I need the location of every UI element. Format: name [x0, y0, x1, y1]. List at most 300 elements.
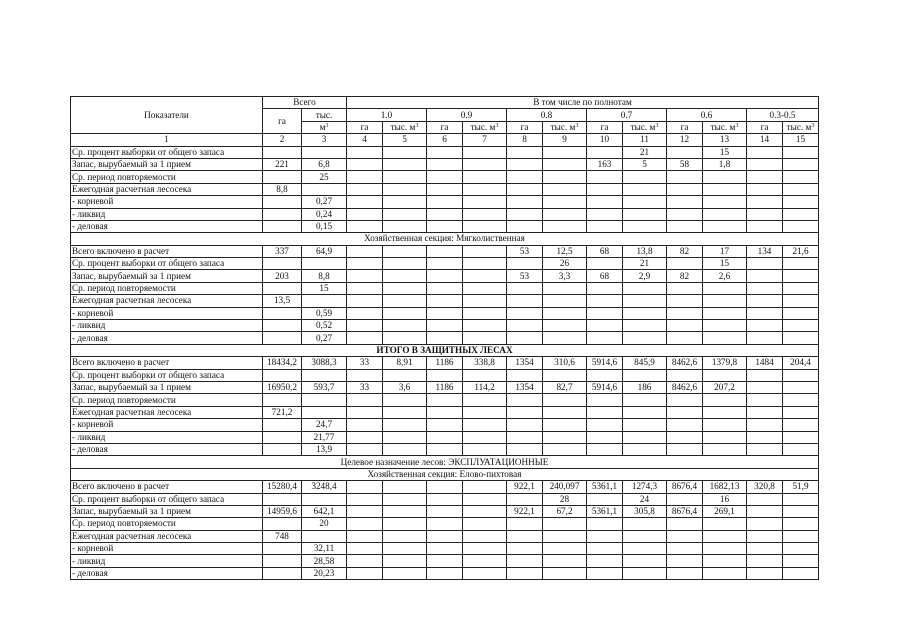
table-cell: [463, 258, 507, 270]
table-cell: [383, 320, 427, 332]
header-unit-ha: га: [427, 121, 463, 133]
table-cell: [507, 543, 543, 555]
table-cell: [587, 431, 623, 443]
table-cell: [667, 555, 703, 567]
table-cell: 68: [587, 245, 623, 257]
table-cell: [747, 369, 783, 381]
table-cell: [383, 258, 427, 270]
table-cell: [783, 381, 819, 393]
header-density: 0.7: [587, 109, 667, 121]
table-cell: [667, 183, 703, 195]
table-cell: [507, 369, 543, 381]
table-row: [71, 443, 819, 455]
table-cell: [263, 543, 302, 555]
table-cell: [703, 332, 747, 344]
table-cell: [427, 295, 463, 307]
table-cell: [747, 146, 783, 158]
column-number: 11: [623, 134, 667, 146]
table-cell: [427, 419, 463, 431]
header-total-ha: га: [263, 109, 302, 134]
table-cell: [747, 493, 783, 505]
row-label: Ср. процент выборки от общего запаса: [71, 258, 263, 270]
table-cell: [587, 320, 623, 332]
header-unit-thous-m3: тыс. $м^3$: [543, 121, 587, 133]
table-cell: [543, 146, 587, 158]
table-cell: [463, 543, 507, 555]
header-indicators: Показатели: [71, 97, 263, 134]
table-cell: [543, 320, 587, 332]
table-cell: [747, 543, 783, 555]
table-cell: [543, 518, 587, 530]
table-cell: [747, 530, 783, 542]
table-cell: 21: [623, 146, 667, 158]
table-cell: [347, 443, 383, 455]
table-cell: [383, 208, 427, 220]
table-cell: 20,23: [302, 567, 347, 579]
table-cell: 67,2: [543, 505, 587, 517]
table-cell: [463, 505, 507, 517]
table-cell: [667, 208, 703, 220]
table-cell: [623, 307, 667, 319]
table-cell: 310,6: [543, 357, 587, 369]
table-cell: [667, 567, 703, 579]
column-number: 13: [703, 134, 747, 146]
table-cell: [543, 431, 587, 443]
table-cell: [783, 394, 819, 406]
table-cell: [543, 307, 587, 319]
row-label: Ср. период повторяемости: [71, 171, 263, 183]
table-cell: [383, 146, 427, 158]
table-cell: 5914,6: [587, 381, 623, 393]
table-cell: [463, 394, 507, 406]
table-cell: [463, 208, 507, 220]
row-label: - ликвид: [71, 320, 263, 332]
table-cell: 8,8: [302, 270, 347, 282]
table-cell: [783, 208, 819, 220]
section-row: [71, 456, 819, 468]
table-cell: 748: [263, 530, 302, 542]
column-number: 9: [543, 134, 587, 146]
table-cell: [747, 443, 783, 455]
table-cell: [263, 171, 302, 183]
table-cell: [747, 431, 783, 443]
table-cell: [383, 555, 427, 567]
table-cell: 134: [747, 245, 783, 257]
table-cell: 5361,1: [587, 505, 623, 517]
table-cell: 64,9: [302, 245, 347, 257]
table-cell: [747, 518, 783, 530]
table-cell: [427, 282, 463, 294]
table-cell: [703, 443, 747, 455]
table-cell: [587, 295, 623, 307]
table-cell: [587, 307, 623, 319]
table-cell: [587, 493, 623, 505]
table-cell: [383, 307, 427, 319]
table-cell: [507, 419, 543, 431]
table-cell: [427, 171, 463, 183]
table-cell: [667, 307, 703, 319]
table-cell: [667, 431, 703, 443]
table-cell: [703, 530, 747, 542]
table-cell: [507, 158, 543, 170]
table-row: [71, 357, 819, 369]
table-cell: [587, 196, 623, 208]
table-row: [71, 158, 819, 170]
table-cell: [507, 295, 543, 307]
table-body: [71, 146, 819, 580]
table-row: [71, 208, 819, 220]
table-row: [71, 220, 819, 232]
table-cell: [783, 431, 819, 443]
table-cell: [427, 183, 463, 195]
table-cell: [543, 406, 587, 418]
table-cell: 58: [667, 158, 703, 170]
table-cell: [383, 332, 427, 344]
table-cell: 68: [587, 270, 623, 282]
table-cell: [747, 158, 783, 170]
table-cell: [463, 295, 507, 307]
table-cell: 18434,2: [263, 357, 302, 369]
row-label: Запас, вырубаемый за 1 прием: [71, 505, 263, 517]
table-cell: 13,9: [302, 443, 347, 455]
table-cell: [543, 567, 587, 579]
table-cell: [587, 518, 623, 530]
table-cell: [543, 369, 587, 381]
table-cell: [667, 171, 703, 183]
table-cell: 21,6: [783, 245, 819, 257]
table-row: [71, 245, 819, 257]
table-cell: [347, 245, 383, 257]
table-cell: 0,15: [302, 220, 347, 232]
table-cell: [463, 567, 507, 579]
header-unit-thous-m3: тыс. $м^3$: [383, 121, 427, 133]
table-cell: 0,52: [302, 320, 347, 332]
table-cell: [302, 183, 347, 195]
table-cell: [783, 369, 819, 381]
table-row: [71, 481, 819, 493]
table-row: [71, 171, 819, 183]
table-cell: [347, 146, 383, 158]
header-density: 1.0: [347, 109, 427, 121]
table-cell: 3,6: [383, 381, 427, 393]
table-cell: [263, 555, 302, 567]
table-cell: [623, 220, 667, 232]
table-cell: [302, 258, 347, 270]
table-cell: [623, 282, 667, 294]
table-cell: [383, 183, 427, 195]
table-cell: [347, 208, 383, 220]
table-cell: [347, 505, 383, 517]
table-cell: [703, 196, 747, 208]
table-cell: [623, 431, 667, 443]
table-cell: [667, 295, 703, 307]
table-cell: [263, 307, 302, 319]
table-cell: [263, 394, 302, 406]
table-cell: 0,27: [302, 196, 347, 208]
table-cell: [783, 307, 819, 319]
table-cell: 3,3: [543, 270, 587, 282]
table-cell: [667, 282, 703, 294]
table-cell: 1,8: [703, 158, 747, 170]
table-cell: [347, 270, 383, 282]
table-cell: 15280,4: [263, 481, 302, 493]
table-cell: [507, 171, 543, 183]
table-cell: [463, 158, 507, 170]
table-cell: 1379,8: [703, 357, 747, 369]
table-cell: [507, 518, 543, 530]
table-cell: 203: [263, 270, 302, 282]
table-cell: [383, 481, 427, 493]
table-cell: 8676,4: [667, 505, 703, 517]
table-cell: [302, 406, 347, 418]
row-label: Ср. период повторяемости: [71, 282, 263, 294]
table-cell: [427, 270, 463, 282]
table-cell: [427, 493, 463, 505]
table-cell: [703, 518, 747, 530]
header-by-density: В том числе по полнотам: [347, 97, 819, 109]
table-cell: [623, 320, 667, 332]
table-cell: [587, 146, 623, 158]
table-cell: [543, 543, 587, 555]
table-cell: [463, 406, 507, 418]
table-cell: [623, 369, 667, 381]
table-cell: [347, 183, 383, 195]
header-unit-thous-m3: тыс. $м^3$: [703, 121, 747, 133]
table-cell: 14959,6: [263, 505, 302, 517]
table-cell: [623, 332, 667, 344]
table-cell: [587, 443, 623, 455]
table-cell: [463, 369, 507, 381]
table-cell: 114,2: [463, 381, 507, 393]
column-number: 6: [427, 134, 463, 146]
table-cell: [427, 369, 463, 381]
table-cell: [507, 332, 543, 344]
table-cell: [587, 183, 623, 195]
table-cell: [383, 158, 427, 170]
table-cell: 16: [703, 493, 747, 505]
row-label: Всего включено в расчет: [71, 357, 263, 369]
table-cell: [783, 320, 819, 332]
table-cell: [703, 369, 747, 381]
table-cell: [667, 530, 703, 542]
table-cell: [347, 295, 383, 307]
table-row: [71, 307, 819, 319]
table-cell: 207,2: [703, 381, 747, 393]
table-cell: [507, 208, 543, 220]
table-cell: 305,8: [623, 505, 667, 517]
row-label: Ежегодная расчетная лесосека: [71, 183, 263, 195]
column-number: 5: [383, 134, 427, 146]
table-cell: [347, 282, 383, 294]
table-cell: 15: [703, 146, 747, 158]
table-cell: [507, 493, 543, 505]
table-cell: [703, 282, 747, 294]
table-cell: [783, 567, 819, 579]
table-cell: [747, 567, 783, 579]
table-cell: [747, 171, 783, 183]
table-cell: [747, 332, 783, 344]
table-cell: [347, 320, 383, 332]
table-cell: 0,27: [302, 332, 347, 344]
table-cell: [623, 443, 667, 455]
header-unit-ha: га: [747, 121, 783, 133]
table-cell: [783, 505, 819, 517]
table-cell: [263, 320, 302, 332]
table-cell: [543, 220, 587, 232]
table-cell: [543, 208, 587, 220]
row-label: Ежегодная расчетная лесосека: [71, 295, 263, 307]
table-cell: [747, 183, 783, 195]
table-cell: 186: [623, 381, 667, 393]
table-cell: [463, 431, 507, 443]
table-cell: [587, 332, 623, 344]
table-cell: [427, 567, 463, 579]
table-cell: [383, 431, 427, 443]
table-cell: 28: [543, 493, 587, 505]
table-cell: [463, 146, 507, 158]
table-cell: [347, 196, 383, 208]
section-row: [71, 468, 819, 480]
table-cell: [383, 518, 427, 530]
table-row: [71, 394, 819, 406]
table-cell: [703, 406, 747, 418]
table-row: [71, 183, 819, 195]
table-cell: [783, 282, 819, 294]
table-cell: [347, 555, 383, 567]
header-unit-ha: га: [507, 121, 543, 133]
table-cell: 8462,6: [667, 357, 703, 369]
table-cell: [747, 406, 783, 418]
table-cell: [347, 394, 383, 406]
column-numbers-row: [71, 134, 819, 146]
table-cell: [263, 369, 302, 381]
table-row: [71, 381, 819, 393]
table-cell: [347, 530, 383, 542]
table-cell: [427, 245, 463, 257]
table-cell: [703, 183, 747, 195]
row-label: - корневой: [71, 307, 263, 319]
table-cell: [623, 196, 667, 208]
table-cell: 53: [507, 270, 543, 282]
table-cell: [507, 282, 543, 294]
table-cell: 642,1: [302, 505, 347, 517]
table-cell: [667, 518, 703, 530]
table-cell: [623, 394, 667, 406]
table-cell: [543, 394, 587, 406]
table-cell: [383, 543, 427, 555]
table-cell: 13,5: [263, 295, 302, 307]
table-cell: [427, 443, 463, 455]
table-cell: [463, 171, 507, 183]
table-row: [71, 518, 819, 530]
table-cell: [703, 307, 747, 319]
table-cell: [747, 258, 783, 270]
table-cell: [263, 208, 302, 220]
header-unit-thous-m3: тыс. $м^3$: [463, 121, 507, 133]
table-row: [71, 406, 819, 418]
table-cell: [587, 208, 623, 220]
row-label: Запас, вырубаемый за 1 прием: [71, 381, 263, 393]
table-cell: 221: [263, 158, 302, 170]
table-cell: [747, 196, 783, 208]
table-row: [71, 258, 819, 270]
table-cell: 12,5: [543, 245, 587, 257]
table-cell: [383, 406, 427, 418]
table-cell: [347, 258, 383, 270]
table-cell: 53: [507, 245, 543, 257]
table-cell: 6,8: [302, 158, 347, 170]
table-cell: 338,8: [463, 357, 507, 369]
table-cell: [427, 258, 463, 270]
table-cell: 3248,4: [302, 481, 347, 493]
table-cell: [703, 208, 747, 220]
table-cell: [463, 530, 507, 542]
table-cell: [587, 406, 623, 418]
table-cell: 5361,1: [587, 481, 623, 493]
table-cell: [347, 171, 383, 183]
table-cell: [783, 295, 819, 307]
section-title: Целевое назначение лесов: ЭКСПЛУАТАЦИОННЫЕ: [71, 456, 819, 468]
table-cell: [783, 270, 819, 282]
table-row: [71, 196, 819, 208]
table-cell: [543, 196, 587, 208]
table-cell: [783, 171, 819, 183]
table-row: [71, 332, 819, 344]
forest-table: [70, 96, 819, 580]
table-cell: [383, 245, 427, 257]
table-cell: [623, 406, 667, 418]
table-cell: [263, 493, 302, 505]
row-label: - деловая: [71, 567, 263, 579]
table-cell: 26: [543, 258, 587, 270]
table-cell: [463, 493, 507, 505]
table-cell: [383, 171, 427, 183]
table-cell: 5: [623, 158, 667, 170]
table-cell: [383, 443, 427, 455]
table-cell: [587, 258, 623, 270]
table-cell: [463, 282, 507, 294]
row-label: Всего включено в расчет: [71, 245, 263, 257]
row-label: - корневой: [71, 419, 263, 431]
table-cell: [623, 171, 667, 183]
table-cell: [587, 369, 623, 381]
table-cell: [263, 518, 302, 530]
table-cell: [667, 394, 703, 406]
table-cell: [783, 419, 819, 431]
table-cell: [263, 196, 302, 208]
table-cell: 240,097: [543, 481, 587, 493]
table-cell: [623, 183, 667, 195]
table-cell: 21,77: [302, 431, 347, 443]
header-total-thous: тыс.: [302, 109, 347, 121]
table-cell: 33: [347, 381, 383, 393]
table-cell: 1354: [507, 357, 543, 369]
table-cell: [347, 332, 383, 344]
table-cell: [427, 481, 463, 493]
table-cell: [747, 394, 783, 406]
table-cell: [463, 220, 507, 232]
table-cell: 3088,3: [302, 357, 347, 369]
table-cell: [463, 245, 507, 257]
table-cell: [667, 493, 703, 505]
table-cell: 21: [623, 258, 667, 270]
section-row: [71, 233, 819, 245]
table-cell: [667, 419, 703, 431]
table-cell: [747, 282, 783, 294]
table-cell: [623, 295, 667, 307]
table-cell: [427, 208, 463, 220]
table-cell: 1484: [747, 357, 783, 369]
